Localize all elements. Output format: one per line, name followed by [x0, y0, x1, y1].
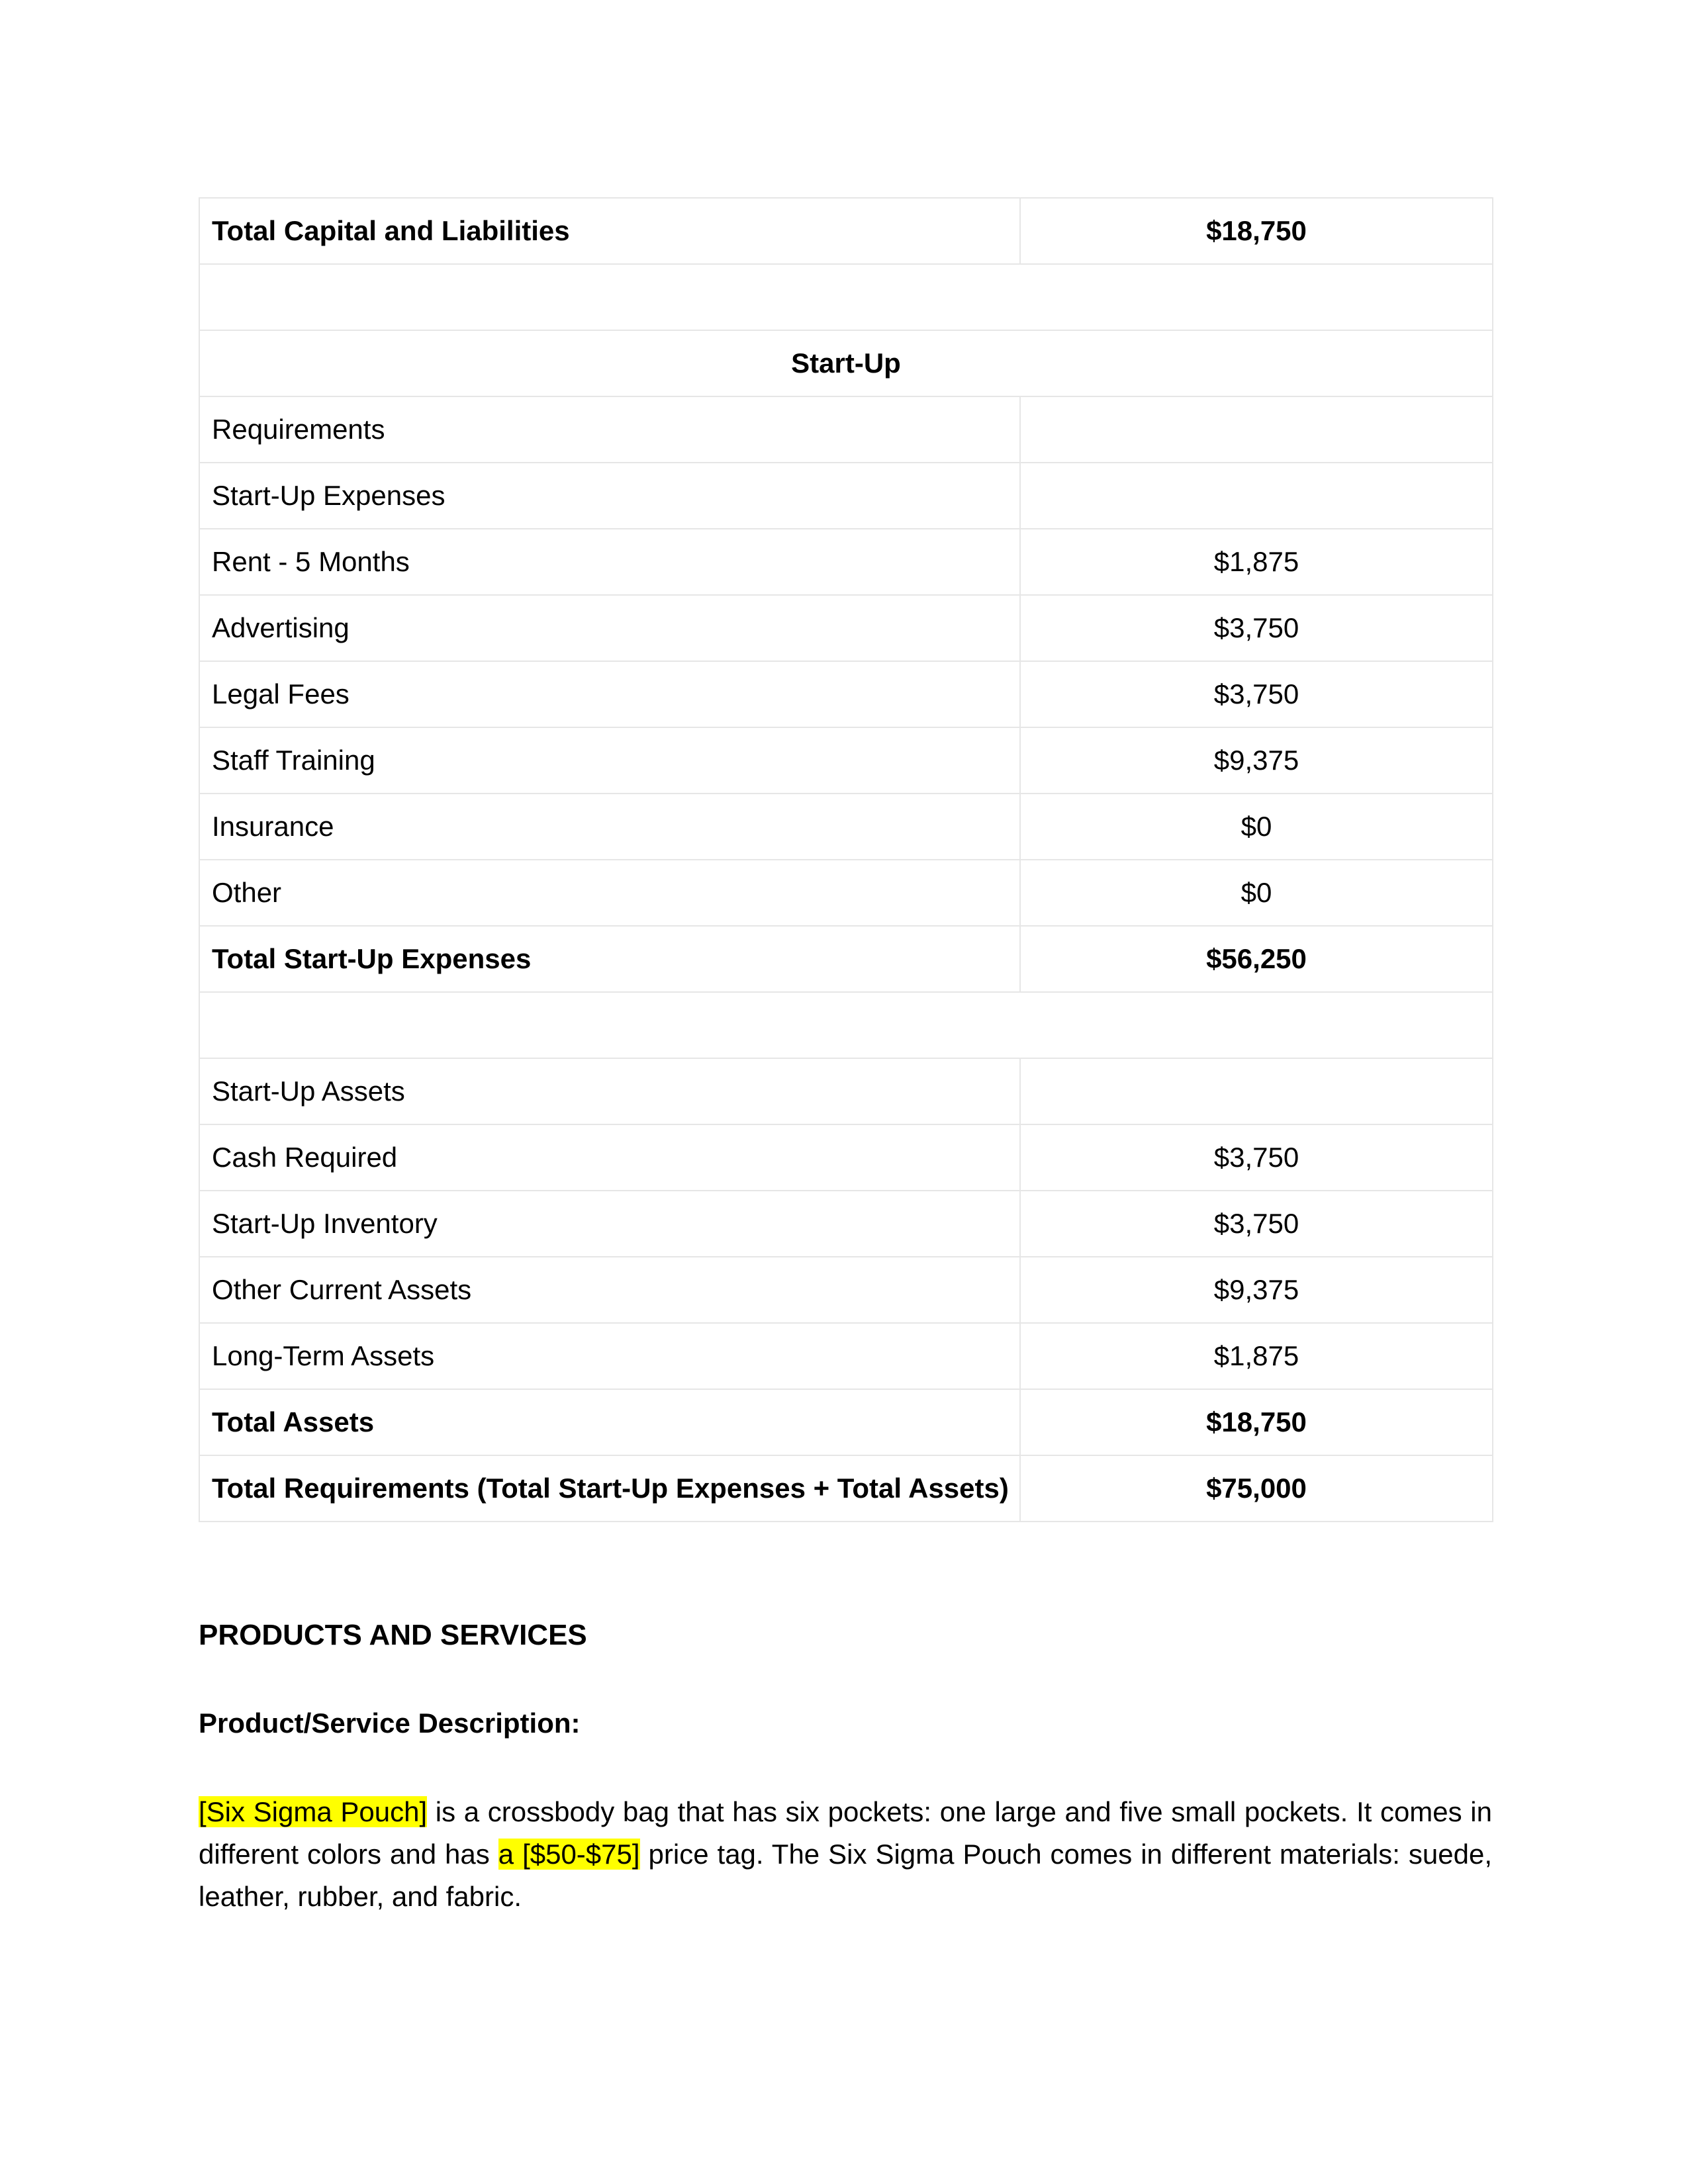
row-value: $75,000 — [1020, 1455, 1493, 1522]
table-spacer-row — [199, 264, 1493, 330]
row-label: Other Current Assets — [199, 1257, 1020, 1323]
table-row — [199, 860, 1493, 926]
row-label: Total Capital and Liabilities — [199, 198, 1020, 264]
row-label: Insurance — [199, 794, 1020, 860]
table-row — [199, 529, 1493, 595]
row-value: $9,375 — [1020, 1257, 1493, 1323]
row-value — [1020, 1058, 1493, 1124]
table-row — [199, 1257, 1493, 1323]
row-value — [1020, 463, 1493, 529]
table-row — [199, 661, 1493, 727]
startup-financial-table — [199, 197, 1493, 1522]
table-row — [199, 1058, 1493, 1124]
row-value — [1020, 396, 1493, 463]
highlighted-product-name: [Six Sigma Pouch] — [199, 1796, 428, 1827]
row-value: $3,750 — [1020, 1191, 1493, 1257]
document-page — [199, 197, 1492, 1912]
row-value: $1,875 — [1020, 1323, 1493, 1389]
section-title: PRODUCTS AND SERVICES — [199, 1619, 587, 1651]
row-label: Start-Up Assets — [199, 1058, 1020, 1124]
table-row — [199, 794, 1493, 860]
table-body — [199, 198, 1493, 1522]
spacer-cell — [199, 264, 1493, 330]
table-row — [199, 396, 1493, 463]
row-label: Start-Up Inventory — [199, 1191, 1020, 1257]
row-value: $0 — [1020, 794, 1493, 860]
table-row — [199, 463, 1493, 529]
row-label: Total Assets — [199, 1389, 1020, 1455]
table-row — [199, 926, 1493, 992]
subsection-title: Product/Service Description: — [199, 1707, 581, 1739]
row-label: Rent - 5 Months — [199, 529, 1020, 595]
table-row — [199, 1389, 1493, 1455]
row-label: Requirements — [199, 396, 1020, 463]
row-value: $18,750 — [1020, 1389, 1493, 1455]
table-row — [199, 1191, 1493, 1257]
table-row — [199, 595, 1493, 661]
row-value: $1,875 — [1020, 529, 1493, 595]
row-label: Staff Training — [199, 727, 1020, 794]
table-header-row — [199, 330, 1493, 396]
table-row — [199, 198, 1493, 264]
table-row — [199, 1124, 1493, 1191]
row-value: $56,250 — [1020, 926, 1493, 992]
table-row — [199, 727, 1493, 794]
row-value: $3,750 — [1020, 595, 1493, 661]
product-description-paragraph — [199, 1791, 1492, 1918]
row-label: Total Requirements (Total Start-Up Expenses + Total Assets) — [199, 1455, 1020, 1522]
table-row — [199, 1323, 1493, 1389]
table-spacer-row — [199, 992, 1493, 1058]
row-label: Cash Required — [199, 1124, 1020, 1191]
row-label: Other — [199, 860, 1020, 926]
row-label: Legal Fees — [199, 661, 1020, 727]
row-label: Total Start-Up Expenses — [199, 926, 1020, 992]
row-label: Start-Up Expenses — [199, 463, 1020, 529]
row-value: $9,375 — [1020, 727, 1493, 794]
row-label: Advertising — [199, 595, 1020, 661]
table-section-header: Start-Up — [199, 330, 1493, 396]
paragraph-text-2: price tag. The Six Sigma Pouch comes in different materials: suede, leather, rubber, and fabric. — [199, 1839, 1492, 1912]
row-value: $18,750 — [1020, 198, 1493, 264]
paragraph-text-1: is a crossbody bag that has six pockets: one large and five small pockets. It comes in different colors and has — [199, 1796, 1492, 1870]
table-row — [199, 1455, 1493, 1522]
row-label: Long-Term Assets — [199, 1323, 1020, 1389]
row-value: $0 — [1020, 860, 1493, 926]
row-value: $3,750 — [1020, 1124, 1493, 1191]
highlighted-price: a [$50-$75] — [498, 1839, 640, 1870]
row-value: $3,750 — [1020, 661, 1493, 727]
spacer-cell — [199, 992, 1493, 1058]
